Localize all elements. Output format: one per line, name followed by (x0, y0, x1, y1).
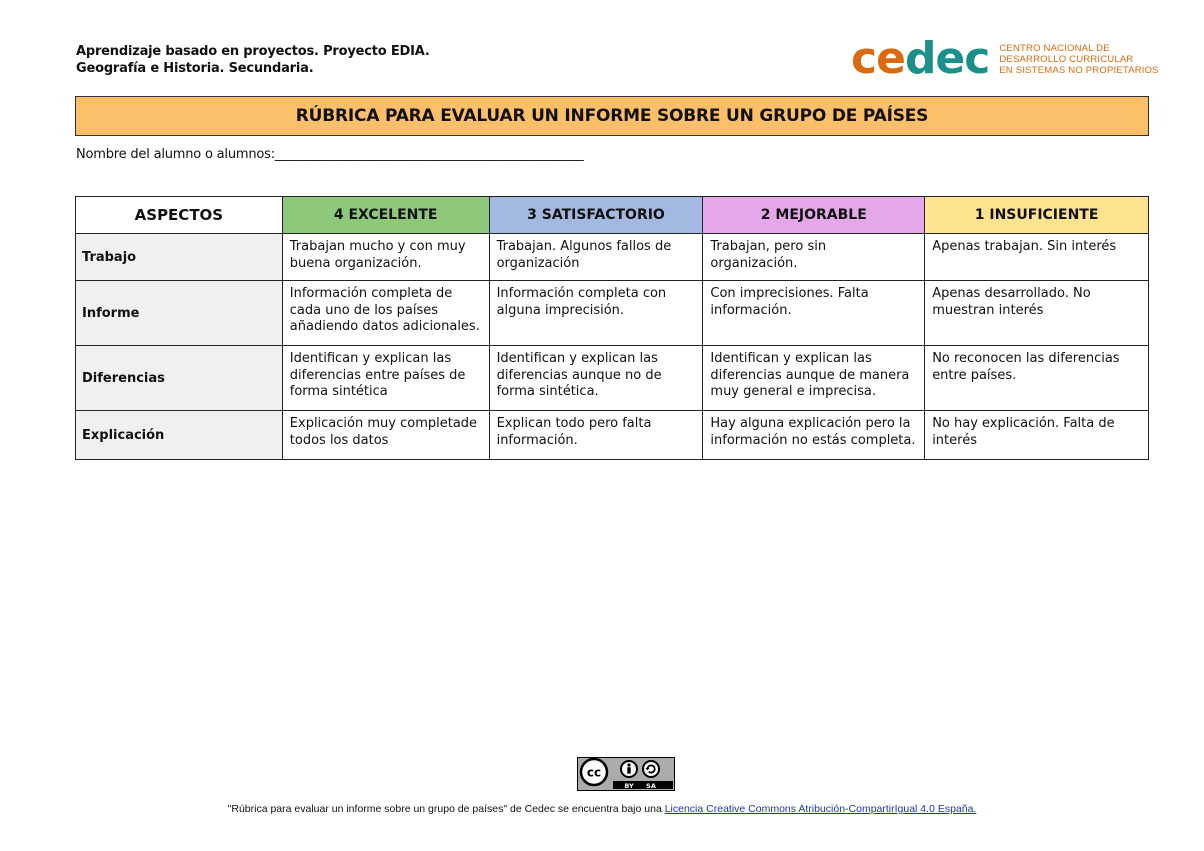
table-cell: Información completa de cada uno de los países añadiendo datos adicionales. (282, 281, 489, 346)
table-cell: Identifican y explican las diferencias aunque de manera muy general e imprecisa. (703, 346, 925, 411)
svg-text:cc: cc (586, 765, 602, 780)
table-cell: Explicación muy completade todos los datos (282, 411, 489, 460)
license-footer (0, 803, 1204, 815)
table-row (76, 346, 1149, 411)
table-cell: No hay explicación. Falta de interés (925, 411, 1149, 460)
table-cell: Explican todo pero falta información. (489, 411, 703, 460)
svg-text:SA: SA (646, 782, 656, 790)
aspect-explicacion: Explicación (76, 411, 283, 460)
header-satisfactorio: 3 SATISFACTORIO (489, 197, 703, 234)
aspect-informe: Informe (76, 281, 283, 346)
aspect-diferencias: Diferencias (76, 346, 283, 411)
table-cell: Trabajan, pero sin organización. (703, 234, 925, 281)
table-cell: Información completa con alguna imprecisión. (489, 281, 703, 346)
header-insuficiente: 1 INSUFICIENTE (925, 197, 1149, 234)
license-link[interactable]: Licencia Creative Commons Atribución-CompartirIgual 4.0 España. (664, 803, 977, 815)
student-name-field: Nombre del alumno o alumnos:_________________________________________________ (76, 147, 584, 162)
table-row (76, 411, 1149, 460)
cedec-logo-subtitle: CENTRO NACIONAL DE DESARROLLO CURRICULAR EN SISTEMAS NO PROPIETARIOS (999, 42, 1159, 76)
table-row (76, 281, 1149, 346)
table-cell: Con imprecisiones. Falta información. (703, 281, 925, 346)
table-cell: Trabajan mucho y con muy buena organización. (282, 234, 489, 281)
table-cell: Trabajan. Algunos fallos de organización (489, 234, 703, 281)
table-cell: Identifican y explican las diferencias entre países de forma sintética (282, 346, 489, 411)
header-aspectos: ASPECTOS (76, 197, 283, 234)
table-cell: Hay alguna explicación pero la información no estás completa. (703, 411, 925, 460)
header-line-subject: Geografía e Historia. Secundaria. (76, 61, 314, 76)
table-cell: Apenas trabajan. Sin interés (925, 234, 1149, 281)
table-cell: Apenas desarrollado. No muestran interés (925, 281, 1149, 346)
table-header-row (76, 197, 1149, 234)
header-line-project: Aprendizaje basado en proyectos. Proyecto EDIA. (76, 44, 430, 59)
svg-text:BY: BY (624, 782, 634, 790)
header-excelente: 4 EXCELENTE (282, 197, 489, 234)
table-row (76, 234, 1149, 281)
sa-share-alike-icon (643, 761, 659, 777)
table-cell: Identifican y explican las diferencias aunque no de forma sintética. (489, 346, 703, 411)
cedec-logo-word: cedec (851, 33, 990, 84)
document-header (76, 43, 430, 77)
table-cell: No reconocen las diferencias entre países. (925, 346, 1149, 411)
cedec-logo (851, 34, 1159, 84)
rubric-table (75, 196, 1149, 460)
cc-by-sa-badge[interactable] (577, 757, 675, 791)
aspect-trabajo: Trabajo (76, 234, 283, 281)
rubric-title: RÚBRICA PARA EVALUAR UN INFORME SOBRE UN GRUPO DE PAÍSES (75, 96, 1149, 136)
header-mejorable: 2 MEJORABLE (703, 197, 925, 234)
license-attribution-text: "Rúbrica para evaluar un informe sobre un grupo de países" de Cedec se encuentra bajo una (227, 803, 665, 815)
